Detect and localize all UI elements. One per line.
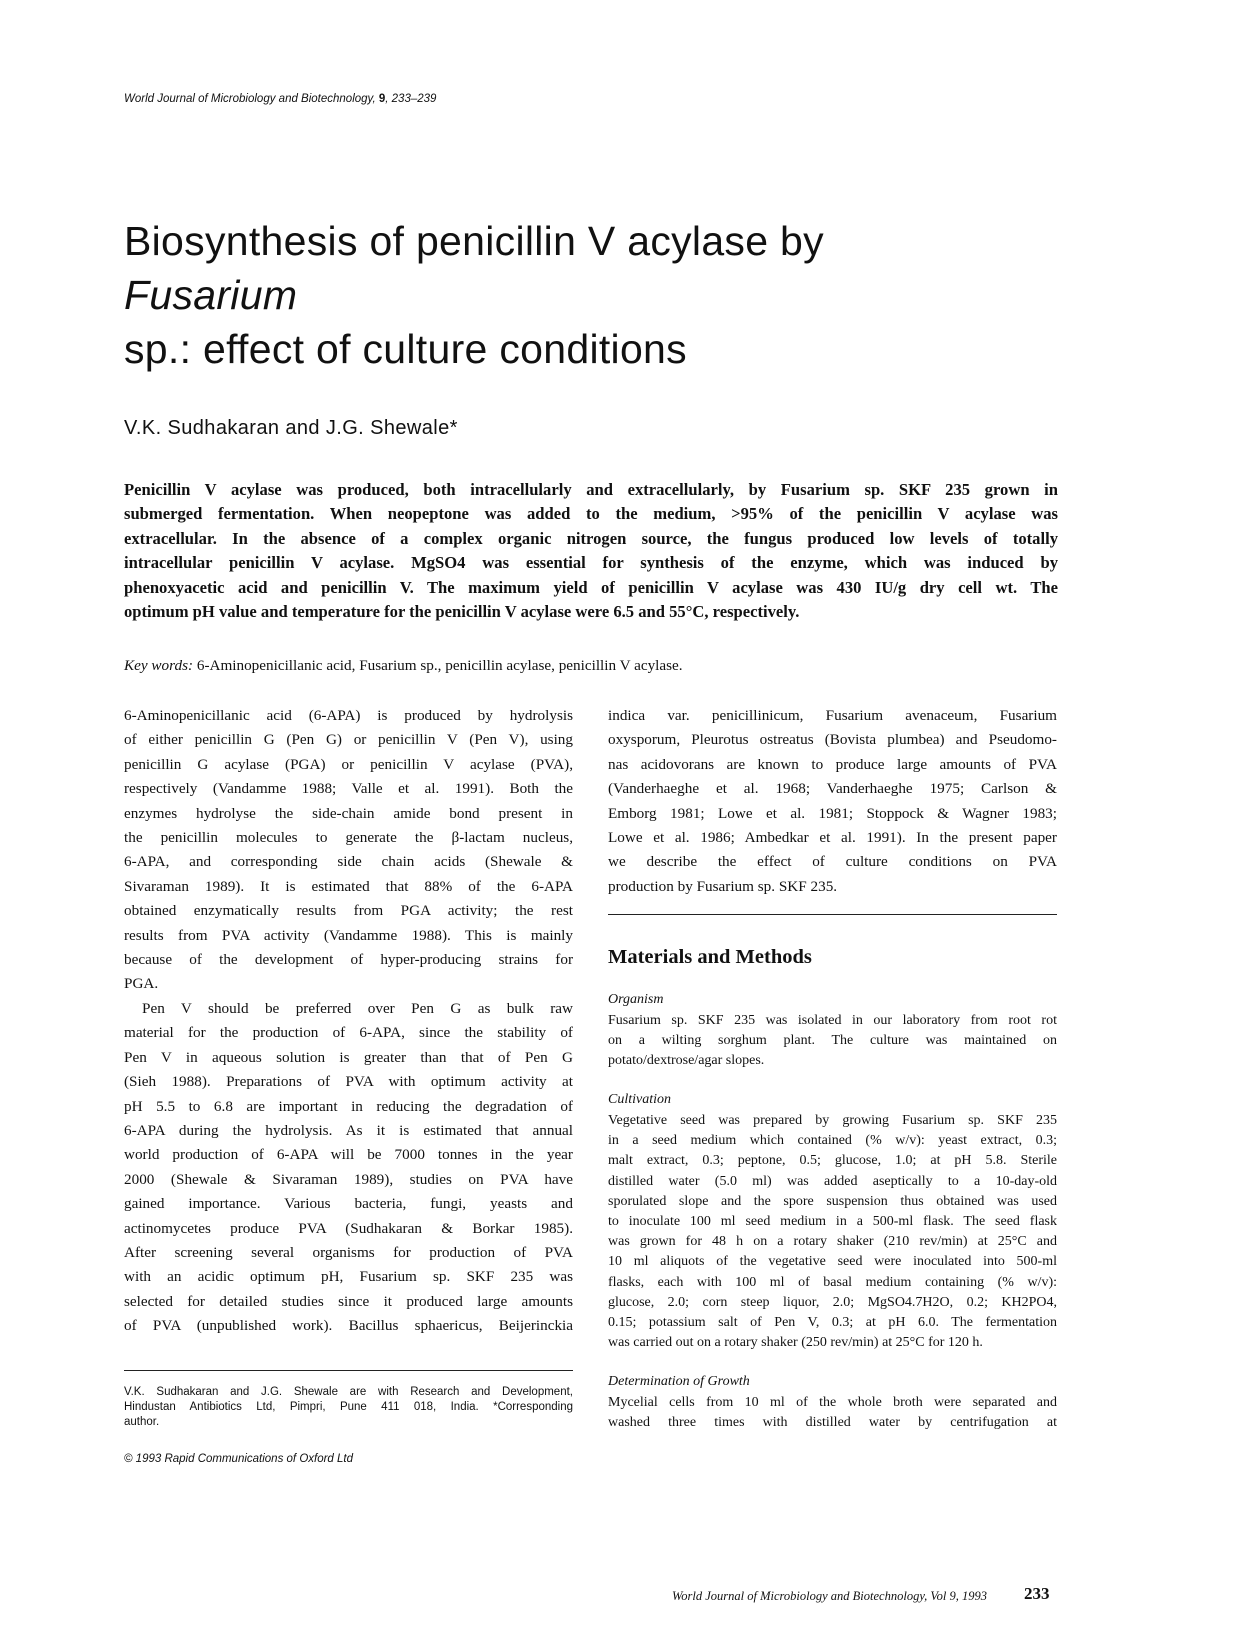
- running-head-pages: 233–239: [391, 93, 437, 105]
- body-line: of PVA (unpublished work). Bacillus sphaericus, Beijerinckia: [124, 1317, 573, 1335]
- cultivation-text: [608, 1111, 1057, 1353]
- running-head-volume: 9: [378, 93, 386, 105]
- body-line: distilled water (5.0 ml) was added aseptically to a 10-day-old: [608, 1173, 1057, 1189]
- footnote-rule: [124, 1370, 573, 1371]
- abstract-line: phenoxyacetic acid and penicillin V. The maximum yield of penicillin V acylase was 430 IU/g dry cell wt. The: [124, 577, 1058, 597]
- body-line: penicillin G acylase (PGA) or penicillin V acylase (PVA),: [124, 755, 573, 773]
- abstract-line: optimum pH value and temperature for the penicillin V acylase were 6.5 and 55°C, respectively.: [124, 602, 800, 622]
- abstract-line: submerged fermentation. When neopeptone was added to the medium, >95% of the penicillin V acylase was: [124, 504, 1058, 524]
- body-line: glucose, 2.0; corn steep liquor, 2.0; MgSO4.7H2O, 0.2; KH2PO4,: [608, 1294, 1057, 1310]
- body-line: with an acidic optimum pH, Fusarium sp. SKF 235 was: [124, 1268, 573, 1286]
- abstract-line: extracellular. In the absence of a complex organic nitrogen source, the fungus produced low levels of totally: [124, 528, 1058, 548]
- organism-text: [608, 1011, 1057, 1072]
- body-line: in a seed medium which contained (% w/v): yeast extract, 0.3;: [608, 1133, 1057, 1149]
- body-line: obtained enzymatically results from PGA activity; the rest: [124, 902, 573, 920]
- body-line: 6-APA, and corresponding side chain acids (Shewale &: [124, 853, 573, 871]
- body-line: 2000 (Shewale & Sivaraman 1989), studies on PVA have: [124, 1170, 573, 1188]
- growth-text: [608, 1393, 1057, 1433]
- body-line: 10 ml aliquots of the vegetative seed were inoculated into 500-ml: [608, 1254, 1057, 1270]
- intro-right-column: [608, 704, 1057, 899]
- title-line-2-rest: sp.: effect of culture conditions: [124, 326, 687, 372]
- author-footnote: [124, 1385, 573, 1430]
- body-line: malt extract, 0.3; peptone, 0.5; glucose, 1.0; at pH 5.8. Sterile: [608, 1153, 1057, 1169]
- body-line: washed three times with distilled water by centrifugation at: [608, 1415, 1057, 1431]
- body-line: Vegetative seed was prepared by growing Fusarium sp. SKF 235: [608, 1113, 1057, 1128]
- body-line: Pen V in aqueous solution is greater than that of Pen G: [124, 1048, 573, 1066]
- subheading-cultivation: Cultivation: [608, 1092, 671, 1107]
- body-line: enzymes hydrolyse the side-chain amide bond present in: [124, 804, 573, 822]
- subheading-organism: Organism: [608, 992, 664, 1007]
- body-line: Fusarium sp. SKF 235 was isolated in our laboratory from root rot: [608, 1013, 1057, 1028]
- abstract-line: Penicillin V acylase was produced, both intracellularly and extracellularly, by Fusarium sp. SKF 235 grown in: [124, 480, 1058, 499]
- body-line: the penicillin molecules to generate the β-lactam nucleus,: [124, 829, 573, 847]
- body-line: world production of 6-APA will be 7000 tonnes in the year: [124, 1146, 573, 1164]
- body-line: Sivaraman 1989). It is estimated that 88% of the 6-APA: [124, 877, 573, 895]
- title-line-2: [124, 268, 1124, 376]
- body-line: (Vanderhaeghe et al. 1968; Vanderhaeghe 1975; Carlson &: [608, 780, 1057, 798]
- body-line: Emborg 1981; Lowe et al. 1981; Stoppock & Wagner 1983;: [608, 804, 1057, 822]
- authors: V.K. Sudhakaran and J.G. Shewale*: [124, 417, 458, 439]
- footer-journal: World Journal of Microbiology and Biotechnology, Vol 9, 1993: [672, 1589, 988, 1603]
- body-line: (Sieh 1988). Preparations of PVA with optimum activity at: [124, 1073, 573, 1091]
- body-line: selected for detailed studies since it produced large amounts: [124, 1292, 573, 1310]
- body-line: nas acidovorans are known to produce large amounts of PVA: [608, 755, 1057, 773]
- copyright-notice: © 1993 Rapid Communications of Oxford Ltd: [124, 1453, 354, 1465]
- body-line: gained importance. Various bacteria, fungi, yeasts and: [124, 1195, 573, 1213]
- body-line: 6-APA during the hydrolysis. As it is estimated that annual: [124, 1121, 573, 1139]
- body-line: sporulated slope and the spore suspension thus obtained was used: [608, 1193, 1057, 1209]
- footnote-line: Hindustan Antibiotics Ltd, Pimpri, Pune 411 018, India. *Corresponding: [124, 1401, 573, 1413]
- body-line: After screening several organisms for production of PVA: [124, 1243, 573, 1261]
- body-line: Lowe et al. 1986; Ambedkar et al. 1991). In the present paper: [608, 829, 1057, 847]
- title-line-1: Biosynthesis of penicillin V acylase by: [124, 218, 824, 264]
- subheading-growth: Determination of Growth: [608, 1374, 750, 1389]
- intro-left-column: [124, 704, 573, 1339]
- running-head-journal: World Journal of Microbiology and Biotechnology,: [124, 93, 376, 105]
- section-heading-methods: Materials and Methods: [608, 946, 812, 968]
- running-head: World Journal of Microbiology and Biotechnology, 9, 233–239: [124, 93, 437, 105]
- body-line: we describe the effect of culture conditions on PVA: [608, 853, 1057, 871]
- body-line: pH 5.5 to 6.8 are important in reducing the degradation of: [124, 1097, 573, 1115]
- body-line: oxysporum, Pleurotus ostreatus (Bovista plumbea) and Pseudomo-: [608, 731, 1057, 749]
- body-line: material for the production of 6-APA, since the stability of: [124, 1024, 573, 1042]
- body-line: because of the development of hyper-producing strains for: [124, 951, 573, 969]
- body-line: was carried out on a rotary shaker (250 rev/min) at 25°C for 120 h.: [608, 1335, 983, 1351]
- keywords: [124, 657, 683, 675]
- footnote-line: author.: [124, 1416, 160, 1428]
- body-line: actinomycetes produce PVA (Sudhakaran & Borkar 1985).: [124, 1219, 573, 1237]
- body-line: indica var. penicillinicum, Fusarium avenaceum, Fusarium: [608, 707, 1057, 724]
- body-line: 0.15; potassium salt of Pen V, 0.3; at pH 6.0. The fermentation: [608, 1315, 1057, 1331]
- page-number: 233: [1024, 1584, 1050, 1603]
- body-line: 6-Aminopenicillanic acid (6-APA) is produced by hydrolysis: [124, 707, 573, 724]
- section-divider: [608, 914, 1057, 915]
- body-line: Pen V should be preferred over Pen G as bulk raw: [142, 999, 573, 1017]
- abstract-line: intracellular penicillin V acylase. MgSO4 was essential for synthesis of the enzyme, which was induced by: [124, 553, 1058, 573]
- body-line: production by Fusarium sp. SKF 235.: [608, 877, 838, 895]
- abstract: [124, 478, 1058, 624]
- body-line: flasks, each with 100 ml of basal medium containing (% w/v):: [608, 1274, 1057, 1290]
- footnote-line: V.K. Sudhakaran and J.G. Shewale are with Research and Development,: [124, 1386, 573, 1398]
- title-genus: Fusarium: [124, 272, 298, 318]
- keywords-label: Key words:: [124, 657, 194, 674]
- body-line: respectively (Vandamme 1988; Valle et al. 1991). Both the: [124, 780, 573, 798]
- body-line: PGA.: [124, 975, 159, 993]
- article-title: [124, 214, 1124, 376]
- body-line: of either penicillin G (Pen G) or penicillin V (Pen V), using: [124, 731, 573, 749]
- body-line: Mycelial cells from 10 ml of the whole broth were separated and: [608, 1395, 1057, 1410]
- body-line: potato/dextrose/agar slopes.: [608, 1053, 765, 1069]
- keywords-text: 6-Aminopenicillanic acid, Fusarium sp., penicillin acylase, penicillin V acylase.: [193, 657, 683, 674]
- body-line: was grown for 48 h on a rotary shaker (210 rev/min) at 25°C and: [608, 1234, 1057, 1250]
- body-line: results from PVA activity (Vandamme 1988). This is mainly: [124, 926, 573, 944]
- body-line: to inoculate 100 ml seed medium in a 500-ml flask. The seed flask: [608, 1214, 1057, 1230]
- body-line: on a wilting sorghum plant. The culture was maintained on: [608, 1033, 1057, 1049]
